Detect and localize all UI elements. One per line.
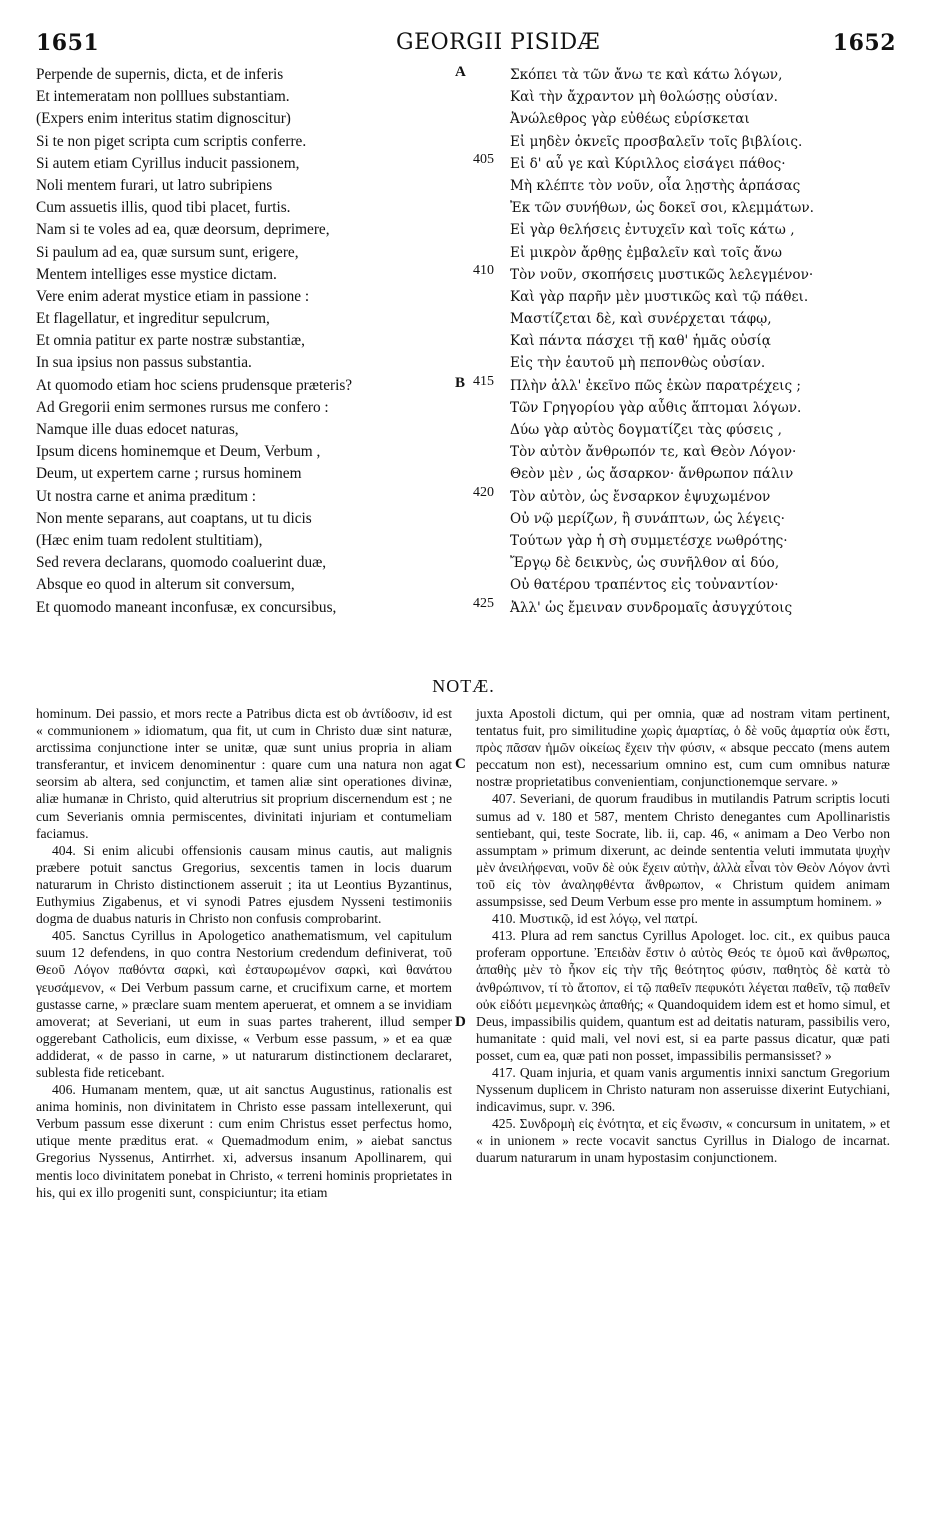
- verse-line: Mentem intelliges esse mystice dictam.: [36, 265, 277, 283]
- notes-heading: NOTÆ.: [432, 676, 495, 696]
- verse-line: Si autem etiam Cyrillus inducit passionem,: [36, 154, 300, 172]
- verse-line: Vere enim aderat mystice etiam in passione :: [36, 287, 310, 305]
- verse-line: Εἰ μηδὲν ὀκνεῖς προσβαλεῖν τοῖς βιβλίοις.: [510, 133, 803, 150]
- verse-line: Ut nostra carne et anima præditum :: [36, 487, 257, 505]
- verse-line: Si te non piget scripta cum scriptis conferre.: [36, 132, 307, 150]
- verse-line: Et omnia patitur ex parte nostræ substantiæ,: [36, 332, 305, 350]
- verse-line: In sua ipsius non passus substantia.: [36, 354, 252, 372]
- column-marker: C: [455, 756, 466, 772]
- verse-line: Perpende de supernis, dicta, et de inferis: [36, 66, 284, 83]
- note-paragraph: 410. Μυστικῷ, id est λόγῳ, vel πατρί.: [492, 911, 698, 927]
- verse-line: Τούτων γὰρ ἡ σὴ συμμετέσχε νωθρότης·: [510, 532, 788, 549]
- verse-line: At quomodo etiam hoc sciens prudensque præteris?: [36, 376, 353, 394]
- verse-line: Ἔργῳ δὲ δεικνὺς, ὡς συνῆλθον αἱ δύο,: [510, 555, 780, 572]
- line-number: 425: [473, 596, 494, 611]
- verse-line: Cum assuetis illis, quod tibi placet, furtis.: [36, 199, 291, 217]
- note-paragraph: 406. Humanam mentem, quæ, ut ait sanctus Augustinus, rationalis est anima hominis, non divinitatem in Christo esse passam intellexerunt, qui Verbum passum esse dixerunt : cum enim Christus esset perfectus homo, utique mente præditus erat. « Quemadmodum enim, » aiebat sanctus Gregorius Nyssenus, Antirrhet. xi, adversus insanum Apollinarem, qui mentis loco divinitatem ponebat in Christo, « terreni hominis proprietates in his, qui ex illo progeniti sunt, conspiciuntur; ita etiam: [36, 1082, 452, 1200]
- verse-line: Τὸν αὐτὸν ἄνθρωπόν τε, καὶ Θεὸν Λόγον·: [510, 444, 797, 461]
- running-title: GEORGII PISIDÆ: [396, 30, 601, 55]
- verse-line: Et quomodo maneant inconfusæ, ex concursibus,: [36, 598, 337, 616]
- verse-line: Τὸν αὐτὸν, ὡς ἔνσαρκον ἐψυχωμένον: [510, 488, 771, 505]
- column-marker: B: [455, 375, 466, 391]
- note-paragraph: 425. Συνδρομὴ εἰς ἑνότητα, et εἰς ἕνωσιν, « concursum in unitatem, » et « in unionem » recte vocavit sanctus Cyrillus in Dialogo de incarnat. duarum naturarum in unam hypostasim conjunctionem.: [476, 1116, 890, 1166]
- verse-line: Εἰς τὴν ἑαυτοῦ μὴ πεπονθὼς οὐσίαν.: [510, 355, 766, 372]
- line-number: 420: [473, 485, 494, 500]
- line-number: 405: [473, 152, 494, 167]
- verse-line: Καὶ γὰρ παρῆν μὲν μυστικῶς καὶ τῷ πάθει.: [510, 288, 809, 305]
- page-number-left: 1651: [36, 30, 100, 56]
- verse-line: Μὴ κλέπτε τὸν νοῦν, οἷα λῃστὴς ἁρπάσας: [510, 177, 801, 194]
- column-marker: A: [455, 64, 466, 80]
- verse-line: Ad Gregorii enim sermones rursus me confero :: [36, 398, 329, 416]
- verse-line: (Expers enim interitus statim dignoscitur): [36, 110, 291, 128]
- greek-verse-column: [510, 64, 920, 619]
- verse-line: Εἰ δ' αὖ γε καὶ Κύριλλος εἰσάγει πάθος·: [510, 155, 786, 172]
- note-paragraph: 417. Quam injuria, et quam vanis argumentis innixi sanctum Gregorium Nyssenum duplicem in Christo naturam non asseruisse dixerint Eutychiani, indicavimus, supr. v. 396.: [476, 1064, 890, 1115]
- verse-line: (Hæc enim tuam redolent stultitiam),: [36, 531, 263, 549]
- verse-line: Εἰ γὰρ θελήσεις ἐντυχεῖν καὶ τοῖς κάτω ,: [510, 222, 795, 239]
- verse-line: Εἰ μικρὸν ἄρθῃς ἐμβαλεῖν καὶ τοῖς ἄνω: [510, 244, 782, 261]
- verse-line: Καὶ πάντα πάσχει τῇ καθ' ἡμᾶς οὐσίᾳ: [510, 333, 771, 350]
- note-paragraph: 413. Plura ad rem sanctus Cyrillus Apologet. loc. cit., ex quibus pauca proferam opportune. Ἐπειδὰν ἔστιν ὁ αὐτὸς Θεός τε ὁμοῦ καὶ ἄνθρωπος, ἀπαθὴς μὲν τὸ ἧκον εἰς τὴν τῆς θεότητος φύσιν, παθητὸς δὲ κατὰ τὸ ἀνθρώπινον, τί τὸ ἄτοπον, εἰ τῷ παθεῖν πεφυκότι λέγεται παθεῖν, τῷ παθεῖν οὐκ εἰδότι μεμενηκὼς ἀπαθής; « Quandoquidem idem est et homo simul, et Deus, impassibilis quidem, quantum est ad deitatis naturam, passibilis vero, humanitate : quid mali, vel novi est, si ea parte passus dicatur, quæ pati posset, cum ea, quæ pati non posset, impassibilis permansisset? »: [476, 928, 890, 1063]
- note-paragraph: 404. Si enim alicubi offensionis causam minus cautis, aut malignis præbere potuit sanctus Gregorius, sexcentis tamen in locis duarum naturarum in Christo distinctionem asseruit ; ita ut Leontius Byzantinus, Euthymius Zigabenus, et vi synodi Patres ejusdem Nysseni testimoniis dogma de duabus naturis in Christo non confusis comprobarint.: [36, 842, 452, 927]
- notes-left-column: [36, 705, 452, 1201]
- verse-line: Θεὸν μὲν , ὡς ἄσαρκον· ἄνθρωπον πάλιν: [510, 466, 794, 483]
- verse-line: Non mente separans, aut coaptans, ut tu dicis: [36, 509, 312, 527]
- verse-line: Τῶν Γρηγορίου γὰρ αὖθις ἅπτομαι λόγων.: [510, 399, 802, 416]
- verse-line: Μαστίζεται δὲ, καὶ συνέρχεται τάφῳ,: [510, 311, 772, 328]
- verse-line: Δύω γὰρ αὐτὸς δογματίζει τὰς φύσεις ,: [510, 422, 782, 438]
- latin-verse-column: [36, 64, 476, 619]
- verse-line: Si paulum ad ea, quæ sursum sunt, erigere,: [36, 243, 299, 261]
- line-number: 415: [473, 374, 494, 389]
- verse-line: Et intemeratam non polllues substantiam.: [36, 88, 290, 106]
- verse-line: Πλὴν ἀλλ' ἐκεῖνο πῶς ἑκὼν παρατρέχεις ;: [510, 377, 801, 394]
- note-paragraph: juxta Apostoli dictum, qui per omnia, quæ ad nostram vitam pertinent, tentatus fuit, pro similitudine χωρὶς ἁμαρτίας, ὁ δὲ νοῦς ἁμαρτία οὐκ ἔστι, πρὸς πᾶσαν ἡμῶν οἰκείως ἔχειν τὴν φύσιν, « absque peccato (mens autem peccatum non est), necessarium omnino est, cum cum omnibus naturæ nostræ proprietatibus convenientiam, conjunctionemque servare. »: [476, 706, 890, 790]
- verse-line: Sed revera declarans, quomodo coaluerint duæ,: [36, 554, 327, 572]
- verse-line: Σκόπει τὰ τῶν ἄνω τε καὶ κάτω λόγων,: [510, 67, 783, 83]
- column-marker: D: [455, 1014, 466, 1030]
- note-paragraph: 407. Severiani, de quorum fraudibus in mutilandis Patrum scriptis locuti sumus ad v. 180 et 587, mentem Christo denegantes cum Apollinaristis sentiebant, qui, teste Socrate, lib. ii, cap. 46, « animam a Deo Verbo non assumptam » primum dixerunt, ac deinde sententia veluti immutata ψυχὴν μὲν ἀνειλήφεναι, νοῦν δὲ οὐκ ἔχειν αὐτὴν, ἀλλὰ εἶναι τὸν Θεὸν Λόγον ἀντὶ τοῦ εἰς τὸν ἀναληφθέντα ἄνθρωπον, « Christum quidem animam assumpsisse, sed Deum Verbum esse pro mente in assumptum hominem. »: [476, 791, 890, 910]
- page-header: [36, 30, 896, 60]
- verse-line: Ἐκ τῶν συνήθων, ὡς δοκεῖ σοι, κλεμμάτων.: [510, 200, 814, 217]
- verse-line: Καὶ τὴν ἄχραντον μὴ θολώσῃς οὐσίαν.: [510, 89, 778, 106]
- notes-right-column: [476, 705, 890, 1167]
- verse-line: Οὐ θατέρου τραπέντος εἰς τοὐναντίον·: [510, 577, 779, 594]
- line-number: 410: [473, 263, 494, 278]
- verse-line: Οὐ νῷ μερίζων, ἢ συνάπτων, ὡς λέγεις·: [510, 510, 785, 527]
- note-paragraph: 405. Sanctus Cyrillus in Apologetico anathematismum, vel capitulum suum 12 defendens, in quo contra Nestorium credendum definiverat, τοῦ Θεοῦ Λόγον παθόντα σαρκὶ, καὶ ἐσταυρωμένον σαρκὶ, καὶ θανάτου γευσάμενον, « Dei Verbum passum carne, et crucifixum carne, et mortem gustasse carne, » præclare suam mentem aperuerat, et omnem a se invidiam amoverat; at Severiani, ut eum in suas partes traherent, illud semper oggerebant Catholicis, eum dixisse, « Verbum esse passum, » et ea quæ addiderat, « de passo in carne, » ut naturarum distinctionem declararet, sublesta fide reticebant.: [36, 928, 452, 1080]
- verse-line: Ἀλλ' ὡς ἔμειναν συνδρομαῖς ἀσυγχύτοις: [510, 599, 793, 616]
- verse-line: Absque eo quod in alterum sit conversum,: [36, 576, 295, 594]
- verse-line: Namque ille duas edocet naturas,: [36, 421, 239, 438]
- page-number-right: 1652: [832, 30, 896, 56]
- verse-line: Noli mentem furari, ut latro subripiens: [36, 176, 273, 194]
- verse-line: Et flagellatur, et ingreditur sepulcrum,: [36, 310, 270, 328]
- verse-line: Ipsum dicens hominemque et Deum, Verbum ,: [36, 443, 321, 461]
- verse-line: Nam si te voles ad ea, quæ deorsum, deprimere,: [36, 221, 330, 239]
- note-paragraph: hominum. Dei passio, et mors recte a Patribus dicta est ob ἀντίδοσιν, id est « communionem » idiomatum, qua fit, ut cum in Christo duæ sint naturæ, arctissima conjunctione inter se unitæ, quæ sunt unius propria in aliam transferantur, et invicem denominentur : quare cum una natura non agat seorsim ab altera, sed conjunctim, et tamen aliæ sint operationes divinæ, aliæ humanæ in Christo, quid alterutrius sit proprium discernendum est ; ne cum Severianis omnia permiscentes, divinitati injuriam et contumeliam faciamus.: [36, 706, 452, 841]
- verse-line: Deum, ut expertem carne ; rursus hominem: [36, 465, 302, 483]
- verse-line: Τὸν νοῦν, σκοπήσεις μυστικῶς λελεγμένον·: [510, 266, 814, 283]
- verse-line: Ἀνώλεθρος γὰρ εὐθέως εὑρίσκεται: [510, 111, 750, 128]
